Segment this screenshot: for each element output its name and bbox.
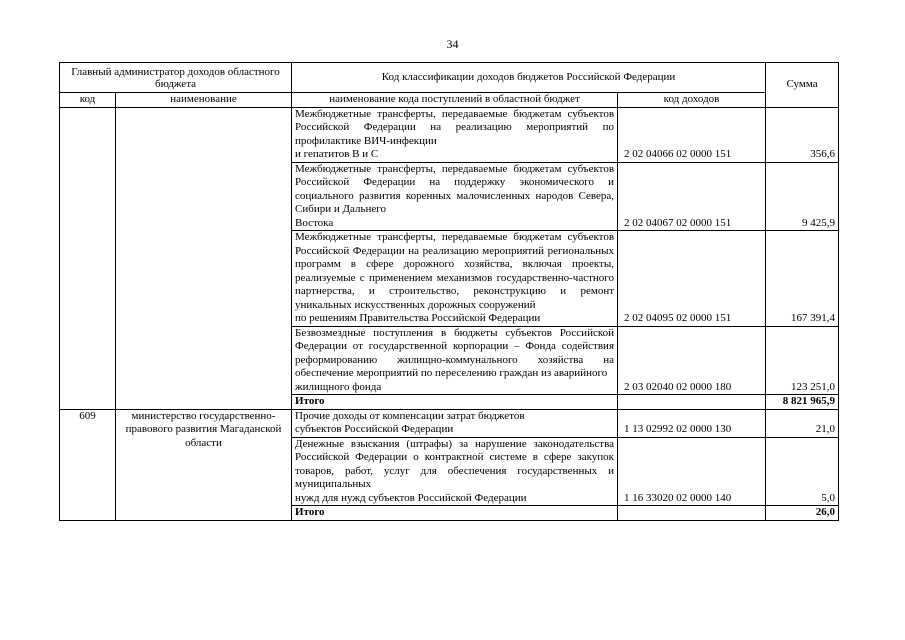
- revenue-description: [292, 437, 618, 506]
- revenue-sum: 9 425,9: [766, 162, 839, 231]
- revenue-description: [292, 162, 618, 231]
- revenue-code: 1 16 33020 02 0000 140: [618, 437, 766, 506]
- header-row-2: [60, 93, 839, 108]
- header-revenue-name: наименование кода поступлений в областной бюджет: [292, 93, 618, 108]
- revenue-code: 1 13 02992 02 0000 130: [618, 409, 766, 437]
- total-code-empty: [618, 506, 766, 521]
- description-text-last: нужд для нужд субъектов Российской Федерации: [295, 491, 527, 504]
- revenue-code: 2 03 02040 02 0000 180: [618, 326, 766, 395]
- description-text: Прочие доходы от компенсации затрат бюджетов: [295, 409, 525, 422]
- revenue-sum: 21,0: [766, 409, 839, 437]
- description-text: Денежные взыскания (штрафы) за нарушение законодательства Российской Федерации о контрактной системе в сфере закупок товаров, работ, услуг для обеспечения государственных и муниципальных: [295, 437, 615, 490]
- description-text-last: жилищного фонда: [295, 380, 382, 393]
- total-sum: 26,0: [766, 506, 839, 521]
- admin-name: министерство государственно-правового развития Магаданской области: [116, 409, 292, 520]
- admin-code-cell-continued: [60, 107, 116, 409]
- admin-code: 609: [60, 409, 116, 520]
- revenue-description: [292, 326, 618, 395]
- header-admin: Главный администратор доходов областного бюджета: [60, 63, 292, 93]
- description-text-last: по решениям Правительства Российской Федерации: [295, 312, 541, 324]
- total-label: Итого: [292, 395, 618, 410]
- header-classification: Код классификации доходов бюджетов Российской Федерации: [292, 63, 766, 93]
- revenue-code: 2 02 04066 02 0000 151: [618, 107, 766, 162]
- header-sum: Сумма: [766, 63, 839, 108]
- revenue-sum: 123 251,0: [766, 326, 839, 395]
- page-number: 34: [446, 37, 459, 51]
- revenue-sum: 356,6: [766, 107, 839, 162]
- header-code: код: [60, 93, 116, 108]
- admin-name-cell-continued: [116, 107, 292, 409]
- table-row: [60, 409, 839, 437]
- revenue-description: [292, 231, 618, 327]
- revenue-table: [59, 62, 839, 521]
- total-label: Итого: [292, 506, 618, 521]
- header-row-1: [60, 63, 839, 93]
- revenue-description: [292, 409, 618, 437]
- revenue-description: [292, 107, 618, 162]
- header-name: наименование: [116, 93, 292, 108]
- total-code-empty: [618, 395, 766, 410]
- revenue-sum: 5,0: [766, 437, 839, 506]
- revenue-sum: 167 391,4: [766, 231, 839, 327]
- description-text-last: субъектов Российской Федерации: [295, 423, 454, 435]
- total-sum: 8 821 965,9: [766, 395, 839, 410]
- revenue-code: 2 02 04067 02 0000 151: [618, 162, 766, 231]
- description-text-last: и гепатитов В и С: [295, 148, 379, 160]
- description-text-last: Востока: [295, 216, 334, 229]
- description-text: Межбюджетные трансферты, передаваемые бюджетам субъектов Российской Федерации на реализацию мероприятий по профилактике ВИЧ-инфекции: [295, 107, 615, 147]
- table-row: [60, 107, 839, 162]
- description-text: Безвозмездные поступления в бюджеты субъектов Российской Федерации от государственной корпорации – Фонда содействия реформированию жилищно-коммунального хозяйства на обеспечение мероприятий по переселению граждан из аварийного: [295, 326, 615, 379]
- header-revenue-code: код доходов: [618, 93, 766, 108]
- description-text: Межбюджетные трансферты, передаваемые бюджетам субъектов Российской Федерации на реализацию мероприятий региональных программ в сфере дорожного хозяйства, включая проекты, реализуемые с применением механизмов государственно-частного партнерства, и строительство, реконструкцию и ремонт уникальных искусственных дорожных сооружений: [295, 231, 615, 311]
- description-text: Межбюджетные трансферты, передаваемые бюджетам субъектов Российской Федерации на поддержку экономического и социального развития коренных малочисленных народов Севера, Сибири и Дальнего: [295, 162, 615, 215]
- revenue-code: 2 02 04095 02 0000 151: [618, 231, 766, 327]
